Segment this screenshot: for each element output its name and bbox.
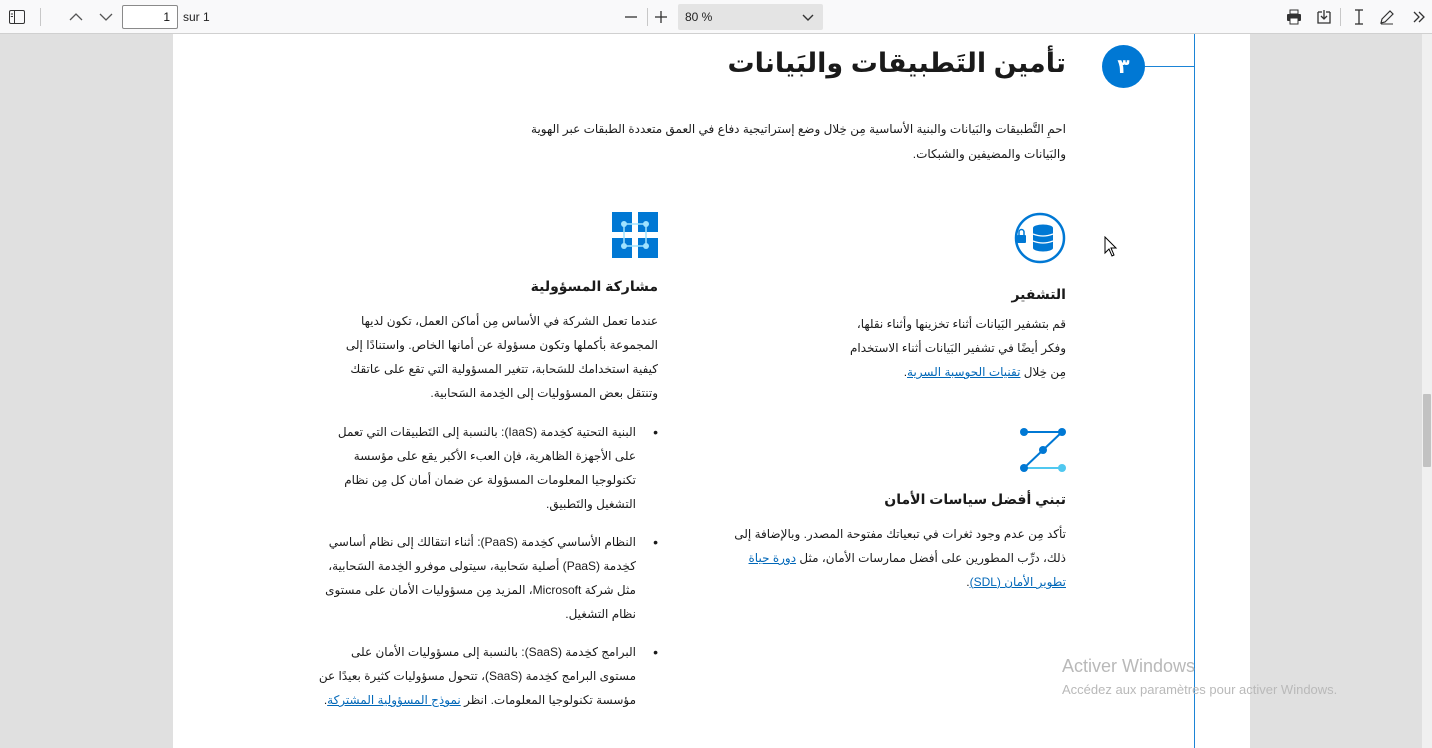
confidential-computing-link[interactable]: تقنيات الحوسبة السرية bbox=[907, 365, 1021, 379]
more-tools-icon[interactable] bbox=[1408, 4, 1430, 30]
vertical-scrollbar[interactable] bbox=[1422, 34, 1432, 748]
toolbar-divider bbox=[647, 8, 648, 26]
mouse-cursor-icon bbox=[1104, 236, 1118, 263]
toolbar-divider bbox=[1340, 8, 1341, 26]
shared-responsibility-heading: مشاركة المسؤولية bbox=[530, 278, 658, 294]
best-practices-end: . bbox=[966, 575, 970, 589]
print-icon[interactable] bbox=[1282, 4, 1306, 30]
paas-text: النظام الأساسي كخِدمة (PaaS): أثناء انتقالك إلى نظام أساسي كخِدمة (PaaS) أصلية سَحابية، سيتولى موفرو الخِدمة السَحابية، مثل شركة Microsoft، المزيد مِن مسؤوليات الأمان على مستوى نظام التشغيل. bbox=[325, 535, 636, 621]
activation-watermark-text: Accédez aux paramètres pour activer Windows. bbox=[1062, 682, 1338, 697]
save-download-icon[interactable] bbox=[1312, 4, 1336, 30]
best-practices-heading: تبني أفضل سياسات الأمان bbox=[884, 491, 1066, 507]
chevron-down-icon bbox=[802, 11, 814, 25]
zoom-level-select[interactable] bbox=[678, 4, 823, 30]
pdf-toolbar bbox=[0, 0, 1432, 34]
section-connector-line bbox=[1145, 66, 1195, 67]
shared-responsibility-link[interactable]: نموذج المسؤولية المشتركة bbox=[327, 693, 461, 707]
zoom-in-icon[interactable] bbox=[650, 4, 672, 30]
best-practices-text bbox=[716, 522, 1066, 594]
previous-page-icon[interactable] bbox=[64, 4, 88, 30]
iaas-text: البنية التحتية كخِدمة (IaaS): بالنسبة إلى التَطبيقات التي تعمل على الأجهزة الظاهرية، فإن العبء الأكبر يقع على مؤسسة تكنولوجيا المعلومات المسؤولة عن ضمان أمان كل مِن نظام التشغيل والتَطبيق. bbox=[337, 425, 636, 511]
workflow-z-icon bbox=[1018, 426, 1068, 479]
database-lock-icon bbox=[1014, 212, 1066, 269]
encryption-text bbox=[846, 312, 1066, 384]
encryption-end: . bbox=[903, 365, 908, 379]
scrollbar-thumb[interactable] bbox=[1423, 394, 1431, 467]
section-timeline-line bbox=[1194, 34, 1195, 748]
text-select-icon[interactable] bbox=[1348, 4, 1370, 30]
next-page-icon[interactable] bbox=[94, 4, 118, 30]
sdl-link[interactable]: دورة حياة تطوير الأمان (SDL) bbox=[748, 551, 1066, 589]
section-title: تأمين التَطبيقات والبَيانات bbox=[727, 48, 1066, 78]
toolbar-divider bbox=[40, 8, 41, 26]
encryption-heading: التشفير bbox=[1011, 286, 1066, 302]
shared-grid-icon bbox=[611, 211, 659, 264]
list-item bbox=[316, 640, 636, 712]
draw-pen-icon[interactable] bbox=[1376, 4, 1398, 30]
list-item bbox=[316, 420, 636, 516]
saas-end: . bbox=[323, 693, 328, 707]
sidebar-toggle-icon[interactable] bbox=[4, 4, 30, 30]
activation-watermark-title: Activer Windows bbox=[1062, 656, 1196, 676]
list-item bbox=[316, 530, 636, 626]
shared-responsibility-body: عندما تعمل الشركة في الأساس مِن أماكن العمل، تكون لديها المجموعة بأكملها وتكون مسؤولة عن أمانها الخاص. واستنادًا إلى كيفية استخدامك للسَحابة، تتغير المسؤولية التي تقع على عاتقك وتنتقل بعض المسؤوليات إلى الخِدمة السَحابية. bbox=[345, 314, 658, 400]
page-total-label: sur 1 bbox=[183, 10, 210, 24]
zoom-out-icon[interactable] bbox=[620, 4, 642, 30]
section-number-badge: ٣ bbox=[1102, 45, 1145, 88]
section-intro: احمِ التَّطبيقات والبَيانات والبنية الأساسية مِن خِلال وضع إستراتيجية دفاع في العمق متعددة الطبقات عبر الهوية والبَيانات والمضيفين والشبكات. bbox=[531, 122, 1066, 161]
zoom-level-value: 80 % bbox=[685, 10, 713, 24]
encryption-body: قم بتشفير البَيانات أثناء تخزينها وأثناء نقلها، وفكر أيضًا في تشفير البَيانات أثناء الاستخدام مِن خِلال bbox=[849, 317, 1066, 379]
best-practices-body: تأكد مِن عدم وجود ثغرات في تبعياتك مفتوحة المصدر. وبالإضافة إلى ذلك، درِّب المطورين على أفضل ممارسات الأمان، مثل bbox=[734, 527, 1066, 565]
page-number-input[interactable] bbox=[122, 5, 178, 29]
saas-text: البرامج كخِدمة (SaaS): بالنسبة إلى مسؤوليات الأمان على مستوى البرامج كخِدمة (SaaS)، تتحول مسؤوليات كثيرة بعيدًا عن مؤسسة تكنولوجيا المعلومات. انظر bbox=[318, 645, 636, 707]
service-model-list bbox=[316, 420, 636, 726]
